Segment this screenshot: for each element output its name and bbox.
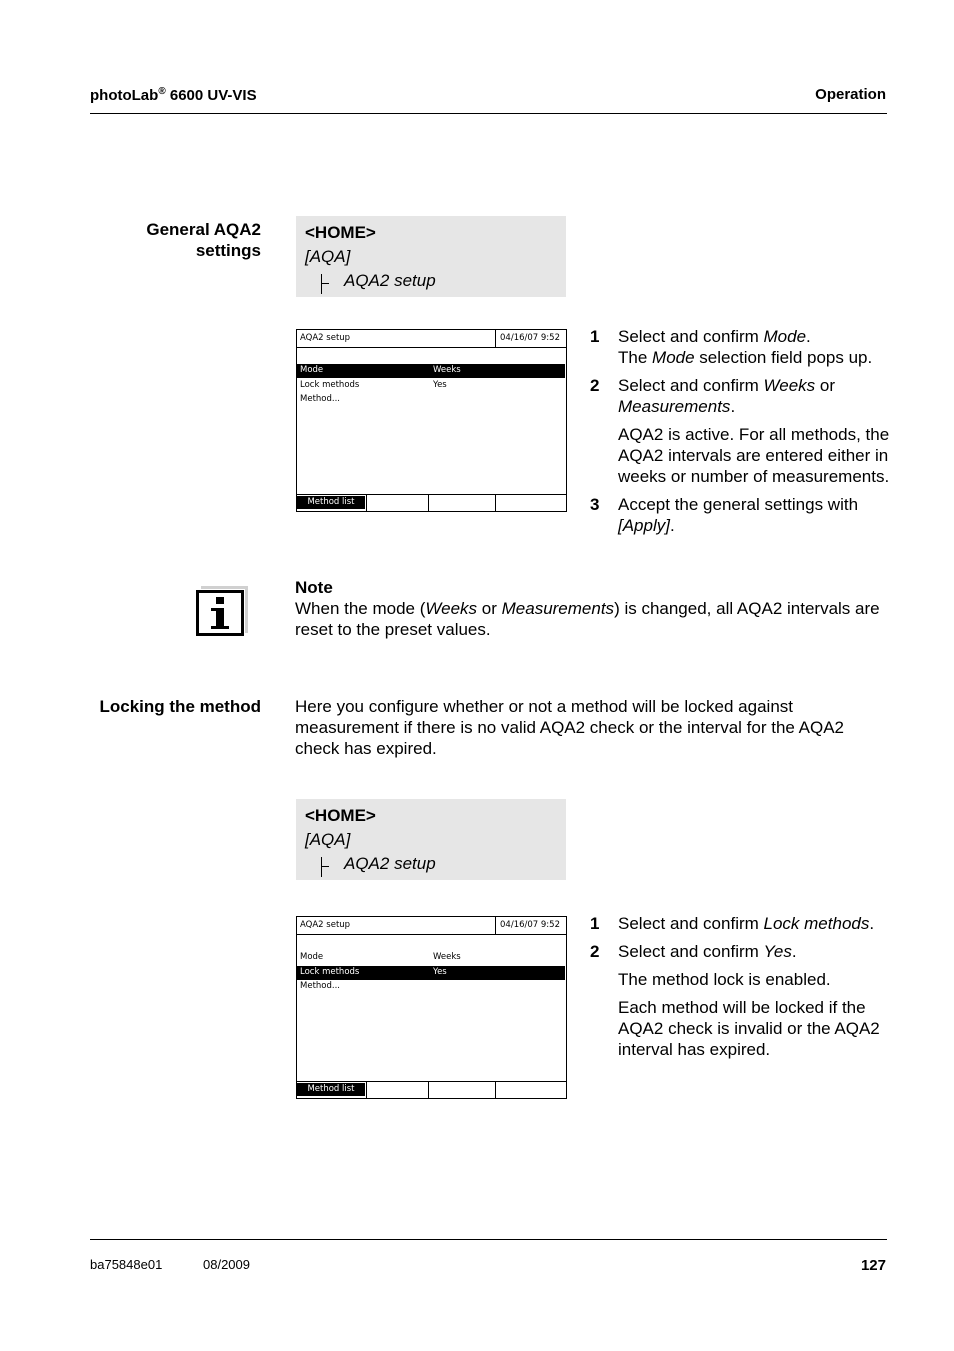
step-emphasis: Mode: [652, 348, 695, 367]
screen-row-mode[interactable]: [297, 364, 565, 378]
running-header-section: Operation: [815, 86, 886, 103]
step-emphasis: Mode: [763, 327, 807, 346]
row-key: Mode: [300, 365, 324, 375]
row-value: Yes: [433, 967, 447, 977]
row-value: Weeks: [433, 952, 461, 962]
step-note: AQA2 is active. For all methods, the AQA2 intervals are entered either in weeks or number of measurements.: [618, 425, 890, 486]
step-emphasis: Weeks: [763, 376, 816, 395]
menu-path-home: <HOME>: [305, 806, 376, 825]
info-icon: [196, 586, 248, 636]
softkey-empty[interactable]: [367, 495, 429, 511]
softkey-empty[interactable]: [429, 1082, 496, 1098]
step-note: The method lock is enabled.: [618, 970, 831, 989]
step-item: [590, 375, 890, 417]
menu-path-box: [296, 216, 566, 297]
step-item: [590, 326, 890, 368]
screen-row-lock-methods[interactable]: [297, 966, 565, 980]
screen-datetime: 04/16/07 9:52: [500, 333, 560, 343]
section-heading-general-aqa2: [146, 219, 261, 261]
section-heading-locking-method: Locking the method: [99, 697, 261, 716]
row-key: Lock methods: [300, 967, 360, 977]
step-item: [590, 494, 890, 536]
row-key: Lock methods: [300, 380, 360, 390]
step-emphasis: Lock methods: [763, 914, 870, 933]
product-name: photoLab: [90, 87, 159, 104]
section-intro: Here you configure whether or not a method will be locked against measurement if there is no valid AQA2 check or the interval for the AQA2 check has expired.: [295, 697, 844, 758]
tree-branch-icon: [321, 857, 330, 877]
softkey-method-list[interactable]: [297, 495, 367, 511]
step-text: selection field pops up.: [694, 348, 873, 367]
screen-title-bar: [297, 330, 496, 347]
step-text: Select and confirm: [618, 327, 764, 346]
footer-date: 08/2009: [203, 1257, 250, 1272]
step-text: .: [730, 397, 736, 416]
device-screen: [296, 329, 567, 512]
menu-path-aqa: [AQA]: [305, 830, 351, 849]
step-text: .: [669, 516, 675, 535]
step-text: Select and confirm: [618, 376, 764, 395]
step-number: 3: [590, 495, 600, 514]
menu-path-home: <HOME>: [305, 223, 376, 242]
step-item: [590, 941, 890, 962]
step-text: Select and confirm: [618, 914, 764, 933]
softkey-method-list[interactable]: [297, 1082, 367, 1098]
note-emphasis: Weeks: [425, 599, 478, 618]
menu-path-box: [296, 799, 566, 880]
softkey-empty[interactable]: [367, 1082, 429, 1098]
screen-title: AQA2 setup: [300, 333, 351, 343]
step-text: Select and confirm: [618, 942, 764, 961]
step-number: 2: [590, 376, 600, 395]
screen-row-lock-methods[interactable]: [297, 379, 565, 393]
registered-mark: ®: [158, 86, 166, 97]
menu-path-aqa2-setup: AQA2 setup: [344, 854, 436, 873]
softkey-label: Method list: [297, 496, 365, 509]
steps-list: [590, 326, 890, 543]
footer-rule: [90, 1239, 887, 1240]
tree-branch-icon: [321, 274, 330, 294]
menu-path-aqa: [AQA]: [305, 247, 351, 266]
row-key: Mode: [300, 952, 324, 962]
row-value: Yes: [433, 380, 447, 390]
screen-row-method[interactable]: [297, 393, 565, 407]
step-text: The: [618, 348, 653, 367]
menu-path-aqa2-setup: AQA2 setup: [344, 271, 436, 290]
step-number: 2: [590, 942, 600, 961]
step-number: 1: [590, 914, 600, 933]
note-title: Note: [295, 578, 333, 597]
softkey-bar: [297, 494, 566, 511]
row-value: Weeks: [433, 365, 461, 375]
step-text: .: [791, 942, 797, 961]
step-text: .: [869, 914, 875, 933]
note-block: [295, 577, 885, 640]
step-emphasis: Measurements: [618, 397, 731, 416]
page-number: 127: [860, 1257, 886, 1274]
step-text: or: [815, 376, 836, 395]
step-emphasis: [Apply]: [618, 516, 670, 535]
step-text: .: [806, 327, 811, 346]
heading-line: settings: [195, 241, 261, 260]
row-key: Method...: [300, 981, 340, 991]
note-part: ) is changed, all AQA2 intervals are reset to the preset values.: [295, 599, 880, 639]
heading-line: General AQA2: [146, 220, 261, 239]
footer-doc-id: ba75848e01: [90, 1257, 163, 1272]
screen-row-method[interactable]: [297, 980, 565, 994]
screen-title: AQA2 setup: [300, 920, 351, 930]
header-rule: [90, 113, 887, 114]
steps-list: [590, 913, 890, 1067]
screen-row-mode[interactable]: [297, 951, 565, 965]
product-model: 6600 UV-VIS: [165, 87, 257, 104]
step-number: 1: [590, 327, 600, 346]
screen-datetime: 04/16/07 9:52: [500, 920, 560, 930]
note-part: When the mode (: [295, 599, 426, 618]
softkey-bar: [297, 1081, 566, 1098]
note-emphasis: Measurements: [501, 599, 615, 618]
device-screen: [296, 916, 567, 1099]
row-key: Method...: [300, 394, 340, 404]
softkey-empty[interactable]: [429, 495, 496, 511]
softkey-label: Method list: [297, 1083, 365, 1096]
step-note: Each method will be locked if the AQA2 check is invalid or the AQA2 interval has expired.: [618, 998, 880, 1059]
note-text: [295, 598, 885, 640]
step-text: Accept the general settings with: [618, 495, 859, 514]
screen-title-bar: [297, 917, 496, 934]
note-part: or: [477, 599, 502, 618]
step-emphasis: Yes: [763, 942, 792, 961]
running-header-product: [90, 86, 257, 104]
step-item: [590, 913, 890, 934]
